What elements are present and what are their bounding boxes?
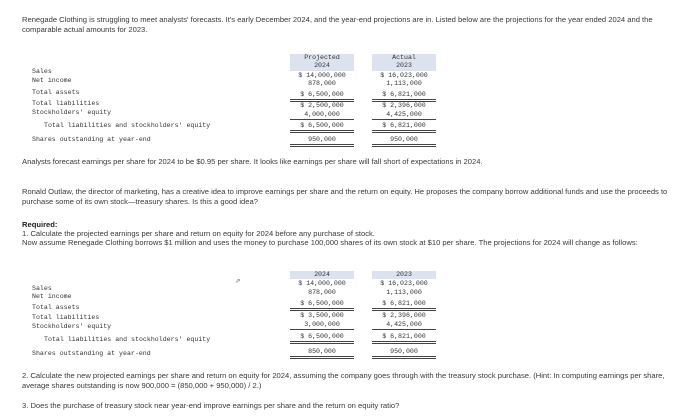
row-total-liabilities-label: Total liabilities <box>32 100 100 107</box>
t2-row-total-assets-2024: $ 6,500,000 <box>290 300 354 311</box>
row-net-income-label: Net income <box>32 77 72 84</box>
requirement-1-continued: Now assume Renegade Clothing borrows $1 million and uses the money to purchase 100,000 shares of its own stock at $10 per share. The projections for 2024 will change as follows: <box>22 238 638 247</box>
t2-row-net-income-label: Net income <box>32 293 72 300</box>
intro-text: Renegade Clothing is struggling to meet analysts' forecasts. It's early December 2024, and the year-end projections are in. Listed below are the projections for the year ended 2024 and the comparable actual amounts for 2023. <box>22 15 653 34</box>
row-sales-label: Sales <box>32 68 52 75</box>
col1-header-line1: Projected <box>304 54 340 61</box>
row-total-le-label: Total liabilities and stockholders' equity <box>44 122 211 129</box>
required-heading: Required: <box>22 220 58 229</box>
row-total-assets-projected: $ 6,500,000 <box>290 91 354 102</box>
ronald-text: Ronald Outlaw, the director of marketing, has a creative idea to improve earnings per share and the return on equity. He proposes the company borrow additional funds and use the proceeds to purchase some of its own stock—treasury shares. Is this a good idea? <box>22 187 668 206</box>
t2-row-net-income-2023: 1,113,000 <box>386 289 422 296</box>
t2-row-total-liabilities-2023: $ 2,396,000 <box>382 312 426 319</box>
row-shares-label: Shares outstanding at year-end <box>32 136 151 143</box>
t2-row-total-assets-label: Total assets <box>32 304 80 311</box>
row-total-assets-actual: $ 6,821,000 <box>372 91 436 102</box>
t2-row-net-income-2024: 878,000 <box>308 289 336 296</box>
t2-col2-header: 2023 <box>372 271 436 279</box>
row-net-income-actual: 1,113,000 <box>386 80 422 87</box>
t2-row-equity-label: Stockholders' equity <box>32 323 112 330</box>
row-total-le-actual: $ 6,821,000 <box>372 122 436 133</box>
col1-header <box>290 54 354 71</box>
t2-row-sales-2024: $ 14,000,000 <box>298 280 346 287</box>
row-total-le-projected: $ 6,500,000 <box>290 122 354 133</box>
t2-col1-header: 2024 <box>290 271 354 279</box>
t2-row-total-liabilities-2024: $ 3,500,000 <box>300 312 344 319</box>
row-equity-actual: 4,425,000 <box>372 111 436 120</box>
t2-row-sales-2023: $ 16,023,000 <box>380 280 428 287</box>
row-equity-projected: 4,000,000 <box>290 111 354 120</box>
t2-row-shares-label: Shares outstanding at year-end <box>32 350 151 357</box>
projection-table-2 <box>22 267 427 367</box>
col2-header <box>372 54 436 71</box>
t2-row-total-assets-2023: $ 6,821,000 <box>372 300 436 311</box>
t2-row-equity-2023: 4,425,000 <box>372 321 436 330</box>
requirement-3: 3. Does the purchase of treasury stock near year-end improve earnings per share and the return on equity ratio? <box>22 401 400 410</box>
row-equity-label: Stockholders' equity <box>32 109 112 116</box>
col1-header-line2: 2024 <box>314 62 330 70</box>
analysts-text: Analysts forecast earnings per share for 2024 to be $0.95 per share. It looks like earnings per share will fall short of expectations in 2024. <box>22 157 483 166</box>
row-total-liabilities-actual: $ 2,396,000 <box>382 102 426 109</box>
col2-header-line1: Actual <box>392 54 416 61</box>
row-shares-projected: 950,000 <box>290 136 354 147</box>
t2-row-total-le-2024: $ 6,500,000 <box>290 333 354 344</box>
row-sales-projected: $ 14,000,000 <box>298 72 346 79</box>
row-total-liabilities-projected: $ 2,500,000 <box>300 102 344 109</box>
projection-table-1 <box>22 50 427 148</box>
requirement-2: 2. Calculate the new projected earnings per share and return on equity for 2024, assuming the company goes through with the treasury stock purchase. (Hint: In computing earnings per share, average shares outstanding is now 900,000 = (850,000 + 950,000) / 2.) <box>22 371 665 390</box>
t2-row-equity-2024: 3,000,000 <box>290 321 354 330</box>
t2-row-shares-2024: 850,000 <box>290 348 354 359</box>
col2-header-line2: 2023 <box>396 62 412 70</box>
requirement-1: 1. Calculate the projected earnings per share and return on equity for 2024 before any purchase of stock. <box>22 229 375 238</box>
row-shares-actual: 950,000 <box>372 136 436 147</box>
row-sales-actual: $ 16,023,000 <box>380 72 428 79</box>
t2-row-total-le-2023: $ 6,821,000 <box>372 333 436 344</box>
t2-row-sales-label: Sales <box>32 285 52 292</box>
t2-row-total-le-label: Total liabilities and stockholders' equity <box>44 336 211 343</box>
t2-row-total-liabilities-label: Total liabilities <box>32 314 100 321</box>
t2-row-shares-2023: 950,000 <box>372 348 436 359</box>
row-net-income-projected: 878,000 <box>308 80 336 87</box>
mouse-cursor-icon: ⇗ <box>235 276 241 286</box>
row-total-assets-label: Total assets <box>32 89 80 96</box>
